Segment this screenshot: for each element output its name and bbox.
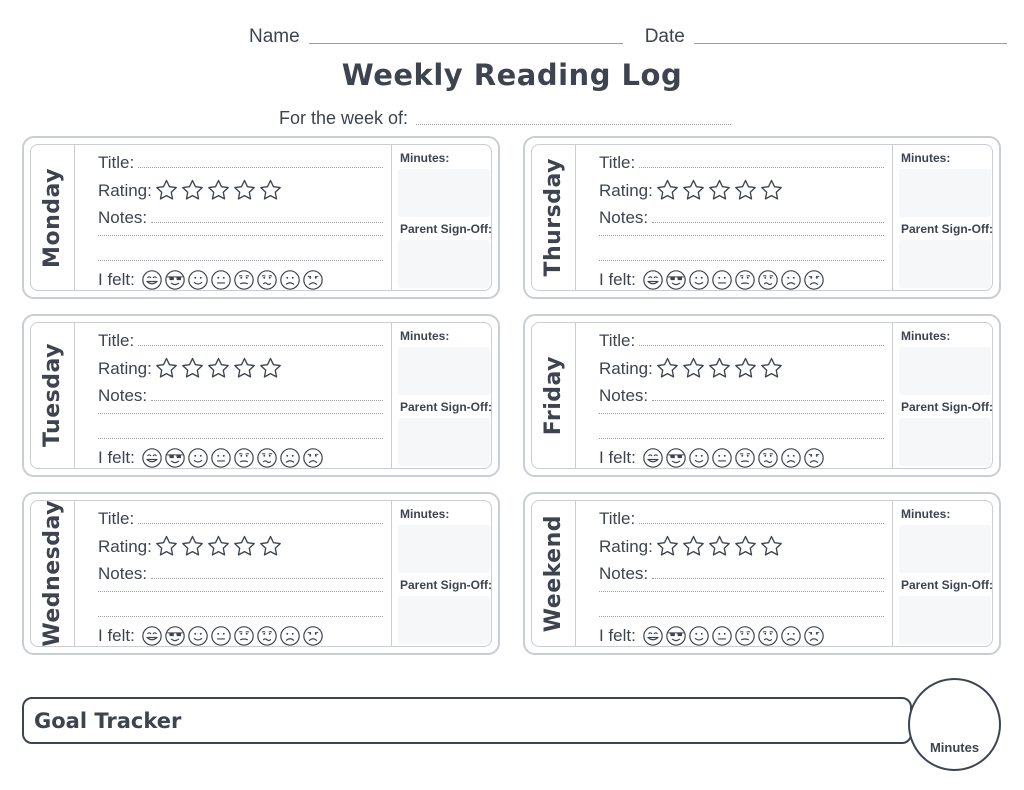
notes-input-line-1[interactable]: [652, 399, 884, 401]
title-label: Title:: [599, 509, 636, 528]
title-input-line[interactable]: [138, 344, 383, 346]
notes-input-line-1[interactable]: [151, 399, 383, 401]
mood-smiling-icon[interactable]: [688, 625, 710, 647]
rating-star-icon[interactable]: [760, 534, 783, 557]
mood-grinning-icon[interactable]: [141, 625, 163, 647]
day-card-wednesday: [22, 492, 500, 655]
day-card-inner: [531, 322, 993, 469]
minutes-input-box[interactable]: [899, 525, 991, 573]
minutes-signoff-column: [892, 145, 996, 290]
day-card-monday: [22, 136, 500, 299]
mood-field-row: [98, 447, 324, 469]
rating-star-icon[interactable]: [233, 534, 256, 557]
parent-signoff-label: Parent Sign-Off:: [400, 578, 492, 592]
mood-face-group[interactable]: [141, 269, 324, 291]
notes-input-line-2[interactable]: [599, 412, 884, 414]
mood-confused-icon[interactable]: [256, 447, 278, 469]
parent-signoff-input-box[interactable]: [899, 240, 991, 288]
rating-stars[interactable]: [155, 534, 282, 557]
notes-label: Notes:: [98, 564, 148, 583]
i-felt-label: I felt:: [98, 448, 135, 467]
notes-field-row: [599, 564, 884, 584]
title-field-row: [599, 153, 884, 173]
title-label: Title:: [98, 509, 135, 528]
notes-field-row: [98, 386, 383, 406]
mood-grinning-icon[interactable]: [141, 269, 163, 291]
mood-frowning-icon[interactable]: [780, 269, 802, 291]
mood-confused-icon[interactable]: [757, 625, 779, 647]
rating-field-row: [98, 178, 282, 201]
title-field-row: [599, 509, 884, 529]
rating-label: Rating:: [599, 537, 653, 556]
mood-cool-sunglasses-icon[interactable]: [164, 625, 186, 647]
notes-field-row: [599, 208, 884, 228]
notes-input-line-1[interactable]: [151, 577, 383, 579]
notes-input-line-3[interactable]: [98, 615, 383, 617]
mood-field-row: [599, 447, 825, 469]
rating-star-icon[interactable]: [656, 356, 679, 379]
notes-field-row: [599, 386, 884, 406]
title-field-row: [98, 153, 383, 173]
minutes-input-box[interactable]: [899, 169, 991, 217]
page-title: Weekly Reading Log: [341, 58, 683, 92]
rating-star-icon[interactable]: [682, 178, 705, 201]
rating-star-icon[interactable]: [708, 356, 731, 379]
parent-signoff-input-box[interactable]: [899, 418, 991, 466]
mood-unamused-icon[interactable]: [734, 447, 756, 469]
minutes-signoff-column: [892, 323, 996, 468]
rating-star-icon[interactable]: [734, 356, 757, 379]
minutes-label: Minutes:: [901, 507, 951, 521]
rating-star-icon[interactable]: [181, 534, 204, 557]
goal-tracker-minutes-label: Minutes: [929, 740, 980, 755]
title-input-line[interactable]: [639, 344, 884, 346]
minutes-label: Minutes:: [901, 151, 951, 165]
rating-label: Rating:: [98, 359, 152, 378]
mood-unamused-icon[interactable]: [734, 625, 756, 647]
week-of-label: For the week of:: [279, 108, 409, 128]
mood-field-row: [98, 269, 324, 291]
day-name-label: Friday: [541, 355, 566, 436]
notes-input-line-1[interactable]: [652, 577, 884, 579]
day-card-friday: [523, 314, 1001, 477]
rating-star-icon[interactable]: [682, 534, 705, 557]
rating-label: Rating:: [98, 537, 152, 556]
title-label: Title:: [599, 331, 636, 350]
day-card-weekend: [523, 492, 1001, 655]
minutes-input-box[interactable]: [398, 347, 490, 395]
title-field-row: [98, 331, 383, 351]
rating-field-row: [98, 534, 282, 557]
mood-face-group[interactable]: [642, 269, 825, 291]
parent-signoff-label: Parent Sign-Off:: [901, 400, 993, 414]
mood-grinning-icon[interactable]: [642, 269, 664, 291]
week-of-input-line[interactable]: [416, 123, 731, 125]
mood-sad-icon[interactable]: [803, 269, 825, 291]
rating-star-icon[interactable]: [155, 356, 178, 379]
day-name-label: Weekend: [541, 514, 566, 633]
minutes-signoff-column: [892, 501, 996, 646]
mood-frowning-icon[interactable]: [279, 269, 301, 291]
notes-input-line-3[interactable]: [599, 259, 884, 261]
rating-star-icon[interactable]: [181, 356, 204, 379]
minutes-label: Minutes:: [400, 329, 450, 343]
mood-smiling-icon[interactable]: [187, 447, 209, 469]
i-felt-label: I felt:: [98, 270, 135, 289]
rating-star-icon[interactable]: [259, 356, 282, 379]
rating-stars[interactable]: [155, 356, 282, 379]
mood-confused-icon[interactable]: [256, 269, 278, 291]
minutes-signoff-column: [391, 145, 495, 290]
date-label: Date: [644, 26, 685, 47]
day-card-body: [76, 145, 491, 290]
rating-star-icon[interactable]: [760, 178, 783, 201]
title-input-line[interactable]: [138, 166, 383, 168]
mood-face-group[interactable]: [141, 625, 324, 647]
name-label: Name: [249, 26, 300, 47]
parent-signoff-label: Parent Sign-Off:: [400, 400, 492, 414]
mood-neutral-icon[interactable]: [210, 269, 232, 291]
mood-field-row: [599, 625, 825, 647]
mood-neutral-icon[interactable]: [711, 447, 733, 469]
notes-label: Notes:: [98, 208, 148, 227]
mood-sad-icon[interactable]: [302, 625, 324, 647]
day-name-tab: [31, 501, 75, 646]
mood-face-group[interactable]: [642, 447, 825, 469]
day-card-thursday: [523, 136, 1001, 299]
day-card-tuesday: [22, 314, 500, 477]
mood-face-group[interactable]: [642, 625, 825, 647]
mood-sad-icon[interactable]: [302, 269, 324, 291]
rating-star-icon[interactable]: [708, 178, 731, 201]
mood-frowning-icon[interactable]: [279, 625, 301, 647]
mood-frowning-icon[interactable]: [279, 447, 301, 469]
rating-field-row: [98, 356, 282, 379]
minutes-label: Minutes:: [901, 329, 951, 343]
rating-star-icon[interactable]: [155, 534, 178, 557]
day-name-tab: [532, 323, 576, 468]
mood-neutral-icon[interactable]: [711, 269, 733, 291]
parent-signoff-input-box[interactable]: [398, 240, 490, 288]
day-name-tab: [532, 145, 576, 290]
rating-stars[interactable]: [656, 534, 783, 557]
mood-sad-icon[interactable]: [803, 625, 825, 647]
mood-unamused-icon[interactable]: [734, 269, 756, 291]
minutes-input-box[interactable]: [398, 525, 490, 573]
rating-star-icon[interactable]: [682, 356, 705, 379]
parent-signoff-label: Parent Sign-Off:: [901, 222, 993, 236]
day-card-body: [577, 501, 992, 646]
mood-cool-sunglasses-icon[interactable]: [164, 447, 186, 469]
rating-field-row: [599, 178, 783, 201]
title-label: Title:: [98, 153, 135, 172]
rating-star-icon[interactable]: [233, 356, 256, 379]
minutes-label: Minutes:: [400, 507, 450, 521]
day-card-body: [76, 501, 491, 646]
notes-label: Notes:: [98, 386, 148, 405]
mood-smiling-icon[interactable]: [688, 269, 710, 291]
mood-cool-sunglasses-icon[interactable]: [164, 269, 186, 291]
parent-signoff-input-box[interactable]: [398, 418, 490, 466]
rating-star-icon[interactable]: [734, 534, 757, 557]
notes-label: Notes:: [599, 386, 649, 405]
rating-star-icon[interactable]: [207, 178, 230, 201]
mood-field-row: [599, 269, 825, 291]
rating-star-icon[interactable]: [656, 178, 679, 201]
day-card-inner: [30, 322, 492, 469]
i-felt-label: I felt:: [599, 270, 636, 289]
notes-input-line-1[interactable]: [151, 221, 383, 223]
date-input-line[interactable]: [694, 42, 1007, 44]
mood-sad-icon[interactable]: [803, 447, 825, 469]
rating-stars[interactable]: [656, 356, 783, 379]
notes-input-line-3[interactable]: [98, 437, 383, 439]
notes-label: Notes:: [599, 564, 649, 583]
title-input-line[interactable]: [639, 166, 884, 168]
day-name-label: Wednesday: [40, 500, 65, 647]
minutes-signoff-column: [391, 501, 495, 646]
rating-field-row: [599, 356, 783, 379]
day-card-inner: [30, 500, 492, 647]
rating-star-icon[interactable]: [181, 178, 204, 201]
minutes-input-box[interactable]: [398, 169, 490, 217]
mood-neutral-icon[interactable]: [210, 447, 232, 469]
rating-label: Rating:: [599, 359, 653, 378]
parent-signoff-input-box[interactable]: [398, 596, 490, 644]
day-card-body: [577, 323, 992, 468]
mood-unamused-icon[interactable]: [233, 269, 255, 291]
rating-star-icon[interactable]: [259, 534, 282, 557]
parent-signoff-input-box[interactable]: [899, 596, 991, 644]
day-card-body: [577, 145, 992, 290]
rating-star-icon[interactable]: [207, 356, 230, 379]
rating-star-icon[interactable]: [708, 534, 731, 557]
day-name-label: Monday: [40, 167, 65, 268]
day-card-inner: [531, 500, 993, 647]
title-input-line[interactable]: [639, 522, 884, 524]
day-name-label: Thursday: [541, 158, 566, 277]
rating-star-icon[interactable]: [734, 178, 757, 201]
goal-tracker-bar[interactable]: [22, 697, 912, 744]
rating-star-icon[interactable]: [656, 534, 679, 557]
name-input-line[interactable]: [309, 42, 623, 44]
mood-unamused-icon[interactable]: [233, 625, 255, 647]
notes-label: Notes:: [599, 208, 649, 227]
mood-grinning-icon[interactable]: [642, 447, 664, 469]
mood-grinning-icon[interactable]: [141, 447, 163, 469]
title-field-row: [599, 331, 884, 351]
day-name-tab: [532, 501, 576, 646]
goal-tracker-label: Goal Tracker: [34, 709, 182, 733]
rating-star-icon[interactable]: [155, 178, 178, 201]
rating-star-icon[interactable]: [233, 178, 256, 201]
title-label: Title:: [98, 331, 135, 350]
mood-smiling-icon[interactable]: [187, 269, 209, 291]
notes-field-row: [98, 208, 383, 228]
mood-confused-icon[interactable]: [256, 625, 278, 647]
i-felt-label: I felt:: [98, 626, 135, 645]
i-felt-label: I felt:: [599, 448, 636, 467]
minutes-signoff-column: [391, 323, 495, 468]
notes-input-line-2[interactable]: [98, 412, 383, 414]
title-field-row: [98, 509, 383, 529]
rating-field-row: [599, 534, 783, 557]
notes-input-line-2[interactable]: [599, 590, 884, 592]
day-name-label: Tuesday: [40, 343, 65, 448]
mood-cool-sunglasses-icon[interactable]: [665, 269, 687, 291]
mood-unamused-icon[interactable]: [233, 447, 255, 469]
mood-smiling-icon[interactable]: [688, 447, 710, 469]
notes-input-line-1[interactable]: [652, 221, 884, 223]
rating-label: Rating:: [599, 181, 653, 200]
rating-stars[interactable]: [656, 178, 783, 201]
minutes-input-box[interactable]: [899, 347, 991, 395]
mood-neutral-icon[interactable]: [711, 625, 733, 647]
parent-signoff-label: Parent Sign-Off:: [901, 578, 993, 592]
mood-neutral-icon[interactable]: [210, 625, 232, 647]
rating-star-icon[interactable]: [207, 534, 230, 557]
rating-star-icon[interactable]: [760, 356, 783, 379]
day-card-inner: [531, 144, 993, 291]
week-of-row: [0, 105, 1024, 129]
goal-tracker-minutes-circle[interactable]: [908, 678, 1001, 771]
day-card-body: [76, 323, 491, 468]
rating-star-icon[interactable]: [259, 178, 282, 201]
mood-frowning-icon[interactable]: [780, 447, 802, 469]
mood-smiling-icon[interactable]: [187, 625, 209, 647]
parent-signoff-label: Parent Sign-Off:: [400, 222, 492, 236]
title-label: Title:: [599, 153, 636, 172]
header-name-date-row: [0, 22, 1024, 48]
mood-grinning-icon[interactable]: [642, 625, 664, 647]
notes-field-row: [98, 564, 383, 584]
day-name-tab: [31, 145, 75, 290]
mood-frowning-icon[interactable]: [780, 625, 802, 647]
mood-sad-icon[interactable]: [302, 447, 324, 469]
mood-confused-icon[interactable]: [757, 269, 779, 291]
notes-input-line-2[interactable]: [599, 234, 884, 236]
mood-cool-sunglasses-icon[interactable]: [665, 625, 687, 647]
notes-input-line-3[interactable]: [599, 437, 884, 439]
mood-field-row: [98, 625, 324, 647]
minutes-label: Minutes:: [400, 151, 450, 165]
day-card-inner: [30, 144, 492, 291]
rating-label: Rating:: [98, 181, 152, 200]
notes-input-line-2[interactable]: [98, 234, 383, 236]
notes-input-line-2[interactable]: [98, 590, 383, 592]
mood-cool-sunglasses-icon[interactable]: [665, 447, 687, 469]
i-felt-label: I felt:: [599, 626, 636, 645]
mood-face-group[interactable]: [141, 447, 324, 469]
day-name-tab: [31, 323, 75, 468]
title-input-line[interactable]: [138, 522, 383, 524]
notes-input-line-3[interactable]: [599, 615, 884, 617]
rating-stars[interactable]: [155, 178, 282, 201]
mood-confused-icon[interactable]: [757, 447, 779, 469]
notes-input-line-3[interactable]: [98, 259, 383, 261]
